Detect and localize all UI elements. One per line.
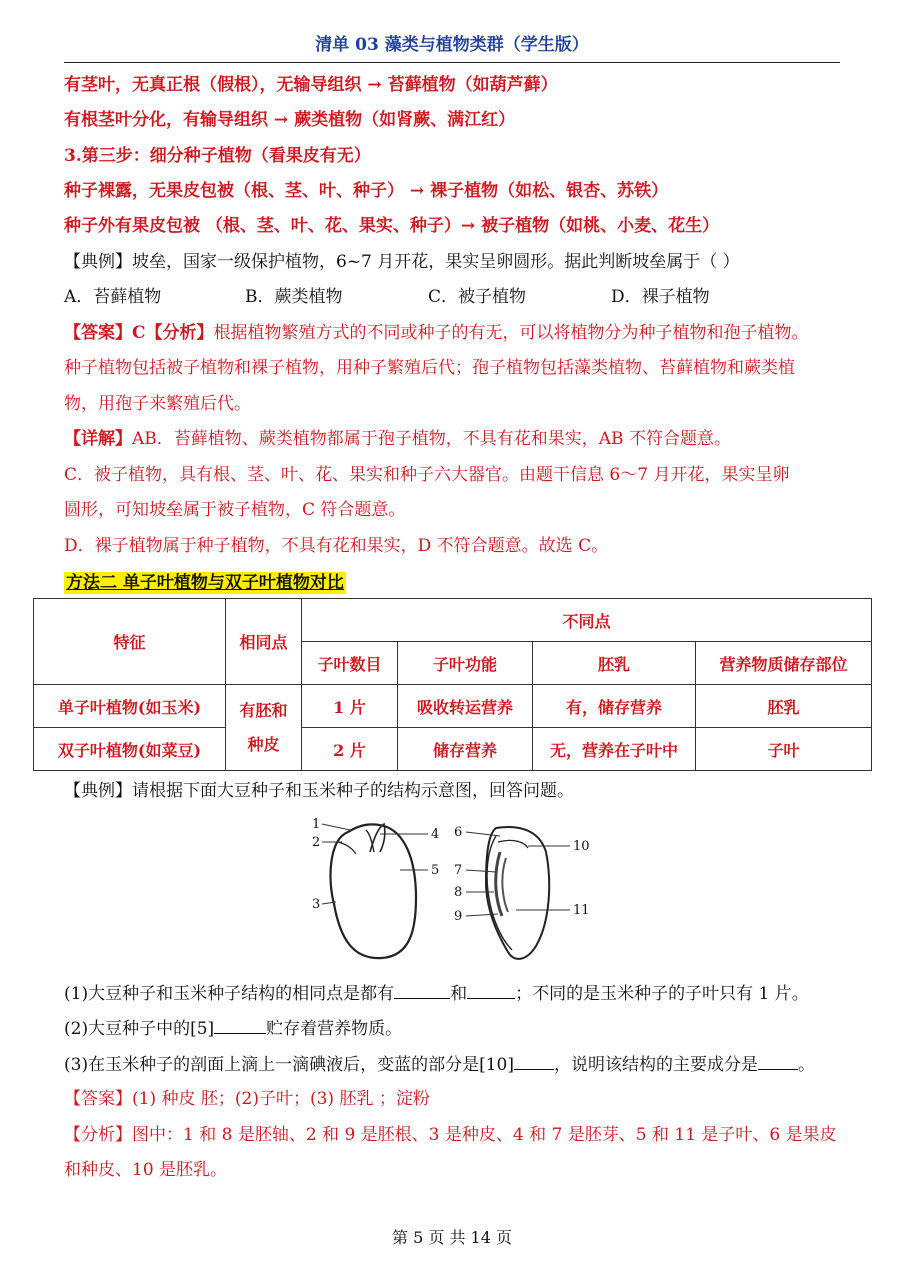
label-5: 5	[431, 863, 440, 878]
header-feature: 特征	[34, 599, 226, 685]
corn-seed	[486, 827, 549, 959]
method2-heading: 方法二 单子叶植物与双子叶植物对比	[66, 573, 344, 593]
soybean-seed	[331, 824, 416, 958]
cell-function: 储存营养	[398, 728, 533, 771]
page-footer: 第 5 页 共 14 页	[392, 1228, 512, 1247]
example2-answer: 【答案】(1) 种皮 胚；(2)子叶；(3) 胚乳 ；淀粉	[64, 1089, 430, 1109]
table-row	[34, 728, 872, 771]
cell-storage: 胚乳	[696, 685, 872, 728]
line-step3: 3.第三步：细分种子植物（看果皮有无）	[64, 146, 371, 166]
answer-blank[interactable]	[467, 982, 515, 999]
q1-text-b: 和	[450, 984, 468, 1004]
answer-blank[interactable]	[758, 1053, 798, 1070]
line-gymnosperm: 种子裸露，无果皮包被（根、茎、叶、种子） → 裸子植物（如松、银杏、苏铁）	[64, 181, 669, 201]
header-same: 相同点	[226, 599, 302, 685]
cell-count: 2 片	[302, 728, 398, 771]
label-11: 11	[573, 903, 590, 918]
label-6: 6	[454, 825, 463, 840]
example1-options	[64, 286, 710, 308]
leader-lines	[322, 824, 570, 916]
detail-text-2: C．被子植物，具有根、茎、叶、花、果实和种子六大器官。由题干信息 6～7 月开花，果实呈卵	[64, 465, 790, 485]
detail-line-1	[64, 428, 731, 450]
question-2	[64, 1017, 402, 1040]
q2-text-a: (2)大豆种子中的[5]	[64, 1019, 215, 1039]
analysis-text-3: 物，用孢子来繁殖后代。	[64, 394, 251, 414]
same-value: 有胚和种皮	[226, 685, 302, 771]
table-header-row	[34, 599, 872, 642]
q2-text-b: 贮存着营养物质。	[266, 1019, 403, 1039]
detail-text-1: AB．苔藓植物、蕨类植物都属于孢子植物，不具有花和果实，AB 不符合题意。	[132, 429, 731, 449]
seed-structure-diagram	[300, 812, 600, 970]
detail-label: 【详解】	[64, 429, 132, 449]
analysis-text-1: 根据植物繁殖方式的不同或种子的有无，可以将植物分为种子植物和孢子植物。	[213, 323, 809, 343]
label-1: 1	[312, 817, 321, 832]
line-fern: 有根茎叶分化，有输导组织 → 蕨类植物（如肾蕨、满江红）	[64, 110, 516, 130]
option-d: D．裸子植物	[611, 287, 710, 307]
header-diff: 不同点	[302, 599, 872, 642]
subheader-endosperm: 胚乳	[533, 642, 696, 685]
option-c: C．被子植物	[428, 287, 527, 307]
option-b: B．蕨类植物	[245, 287, 343, 307]
label-4: 4	[431, 827, 440, 842]
label-8: 8	[454, 885, 463, 900]
label-9: 9	[454, 909, 463, 924]
q1-text-c: ；不同的是玉米种子的子叶只有 1 片。	[515, 984, 809, 1004]
subheader-storage: 营养物质储存部位	[696, 642, 872, 685]
row-name: 单子叶植物(如玉米)	[34, 685, 226, 728]
label-2: 2	[312, 835, 321, 850]
answer-blank[interactable]	[514, 1053, 554, 1070]
line-moss: 有茎叶，无真正根（假根），无输导组织 → 苔藓植物（如葫芦藓）	[64, 75, 558, 95]
answer-blank[interactable]	[394, 982, 450, 999]
question-1	[64, 982, 809, 1005]
header-divider	[64, 62, 840, 63]
subheader-count: 子叶数目	[302, 642, 398, 685]
q1-text-a: (1)大豆种子和玉米种子结构的相同点是都有	[64, 984, 395, 1004]
answer-blank[interactable]	[214, 1017, 266, 1034]
cell-count: 1 片	[302, 685, 398, 728]
detail-text-4: D．裸子植物属于种子植物，不具有花和果实，D 不符合题意。故选 C。	[64, 536, 609, 556]
detail-text-3: 圆形，可知坡垒属于被子植物，C 符合题意。	[64, 500, 406, 520]
comparison-table	[33, 598, 872, 771]
cell-endosperm: 有，储存营养	[533, 685, 696, 728]
row-name: 双子叶植物(如菜豆)	[34, 728, 226, 771]
label-10: 10	[573, 839, 590, 854]
question-3	[64, 1053, 815, 1076]
cell-function: 吸收转运营养	[398, 685, 533, 728]
example1-answer	[64, 322, 809, 344]
cell-endosperm: 无，营养在子叶中	[533, 728, 696, 771]
example2-analysis-1: 【分析】图中：1 和 8 是胚轴、2 和 9 是胚根、3 是种皮、4 和 7 是胚芽、5 和 11 是子叶、6 是果皮	[64, 1125, 837, 1145]
answer-label: 【答案】C【分析】	[64, 323, 214, 343]
label-3: 3	[312, 897, 321, 912]
page-title: 清单 03 藻类与植物类群（学生版）	[315, 35, 589, 55]
q3-text-b: ，说明该结构的主要成分是	[553, 1055, 758, 1075]
example2-intro: 【典例】请根据下面大豆种子和玉米种子的结构示意图，回答问题。	[64, 781, 574, 801]
q3-text-c: 。	[797, 1055, 815, 1075]
subheader-function: 子叶功能	[398, 642, 533, 685]
cell-storage: 子叶	[696, 728, 872, 771]
line-angiosperm: 种子外有果皮包被 （根、茎、叶、花、果实、种子）→ 被子植物（如桃、小麦、花生）	[64, 216, 720, 236]
table-row	[34, 685, 872, 728]
analysis-text-2: 种子植物包括被子植物和裸子植物，用种子繁殖后代；孢子植物包括藻类植物、苔藓植物和蕨类植	[64, 358, 795, 378]
q3-text-a: (3)在玉米种子的剖面上滴上一滴碘液后，变蓝的部分是[10]	[64, 1055, 514, 1075]
label-7: 7	[454, 863, 463, 878]
example1-question: 【典例】坡垒，国家一级保护植物，6~7 月开花，果实呈卵圆形。据此判断坡垒属于（ ）	[64, 252, 740, 272]
example2-analysis-2: 和种皮、10 是胚乳。	[64, 1160, 228, 1180]
option-a: A．苔藓植物	[64, 287, 162, 307]
